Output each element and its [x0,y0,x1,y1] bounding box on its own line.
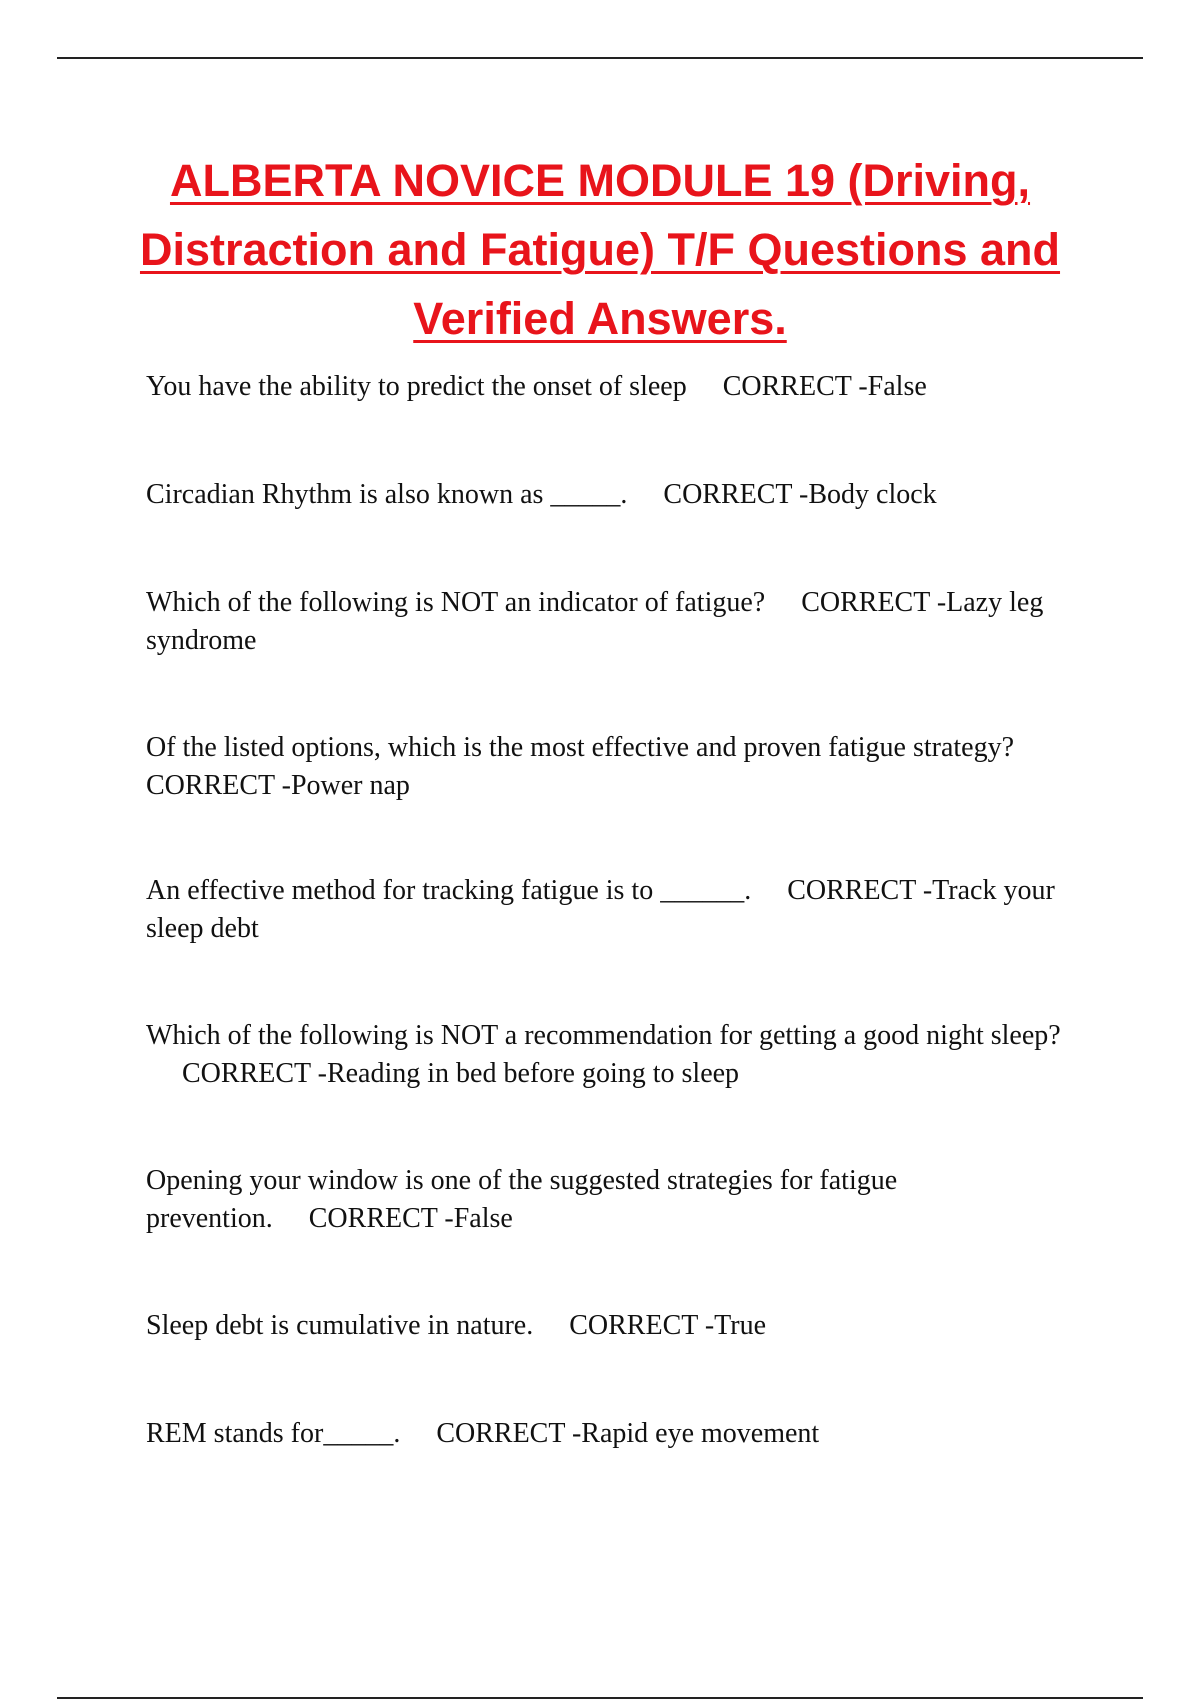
question-9: REM stands for_____. [146,1418,401,1449]
question-5: An effective method for tracking fatigue is to ______. [146,875,752,906]
answer-2: CORRECT -Body clock [663,479,937,510]
answer-7: CORRECT -False [308,1203,513,1234]
answer-3: CORRECT -Lazy leg syndrome [146,587,1044,656]
answer-9: CORRECT -Rapid eye movement [436,1418,820,1449]
question-4: Of the listed options, which is the most effective and proven fatigue strategy? [146,732,1015,763]
question-6: Which of the following is NOT a recommendation for getting a good night sleep? [146,1020,1061,1051]
question-8: Sleep debt is cumulative in nature. [146,1310,534,1341]
question-1: You have the ability to predict the onset of sleep [146,371,687,402]
answer-6: CORRECT -Reading in bed before going to sleep [182,1058,740,1089]
qa-item-1 [146,368,1096,406]
answer-5: CORRECT -Track your sleep debt [146,875,1055,944]
bottom-rule [57,1697,1143,1699]
qa-item-8 [146,1307,1096,1345]
qa-item-5 [146,872,1096,948]
qa-item-4 [146,729,1096,805]
question-7: Opening your window is one of the suggested strategies for fatigue prevention. [146,1165,898,1234]
document-title-text: ALBERTA NOVICE MODULE 19 (Driving, Distraction and Fatigue) T/F Questions and Verified Answers. [139,155,1061,344]
qa-item-2 [146,476,1096,514]
answer-1: CORRECT -False [722,371,927,402]
qa-item-7 [146,1162,1096,1238]
answer-8: CORRECT -True [569,1310,767,1341]
question-3: Which of the following is NOT an indicator of fatigue? [146,587,766,618]
qa-item-9 [146,1415,1096,1453]
question-2: Circadian Rhythm is also known as _____. [146,479,628,510]
qa-item-6 [146,1017,1096,1093]
qa-item-3 [146,584,1096,660]
document-title [100,146,1100,353]
top-rule [57,57,1143,59]
answer-4: CORRECT -Power nap [146,770,410,801]
